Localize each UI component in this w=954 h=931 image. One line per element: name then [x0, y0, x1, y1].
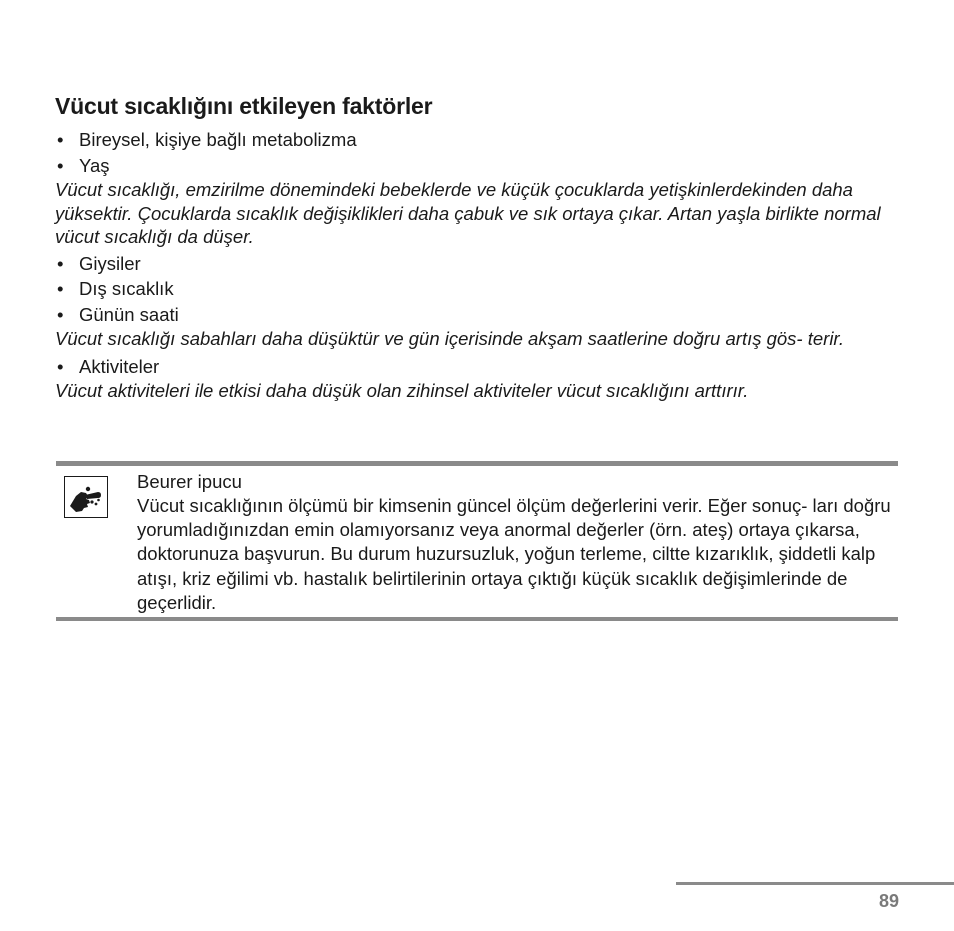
note-text: Vücut sıcaklığı, emzirilme dönemindeki bebeklerde ve küçük çocuklarda yetişkinlerdekinden daha yüksektir. Çocuklarda sıcaklık değişiklikleri daha çabuk ve sık ortaya çıkar. Artan yaşla birlikte normal vücut sıcaklığı da düşer. — [55, 179, 881, 247]
bullet-dot: • — [57, 252, 64, 274]
tip-body: Vücut sıcaklığının ölçümü bir kimsenin güncel ölçüm değerlerini verir. Eğer sonuç- ları doğru yorumladığınızdan emin olamıyorsanız veya anormal değerler (örn. ateş) ortaya çıkarsa, doktorunuza başvurun. Bu durum huzursuzluk, yoğun terleme, ciltte kızarıklık, şiddetli kalp atışı, kriz eğilimi vb. hastalık belirtilerinin ortaya çıktığı küçük sıcaklık değişimlerinde de geçerlidir. — [137, 495, 891, 613]
tip-bottom-rule — [56, 617, 898, 621]
footer-rule — [676, 882, 954, 885]
list-item — [55, 251, 905, 277]
list-item — [55, 302, 905, 328]
list-item-text: Giysiler — [79, 252, 141, 274]
bullet-dot: • — [57, 154, 64, 176]
page-number: 89 — [878, 891, 899, 911]
list-item-text: Bireysel, kişiye bağlı metabolizma — [79, 129, 357, 150]
bullet-dot: • — [57, 129, 64, 150]
note-text: Vücut aktiviteleri ile etkisi daha düşük olan zihinsel aktiviteler vücut sıcaklığını arttırır. — [55, 380, 749, 401]
list-item-text: Dış sıcaklık — [79, 278, 174, 299]
bullet-dot: • — [57, 303, 64, 325]
list-item-text: Yaş — [79, 154, 110, 176]
bullet-dot: • — [57, 278, 64, 299]
list-item — [55, 276, 905, 302]
note-text: Vücut sıcaklığı sabahları daha düşüktür ve gün içerisinde akşam saatlerine doğru artış gös- terir. — [55, 328, 845, 349]
bullet-dot: • — [57, 355, 64, 377]
list-item — [55, 153, 905, 179]
pointing-hand-icon — [64, 476, 108, 518]
tip-top-rule — [56, 461, 898, 466]
list-item — [55, 354, 905, 380]
section-heading: Vücut sıcaklığını etkileyen faktörler — [55, 93, 433, 119]
section-content — [55, 127, 905, 403]
list-item-text: Günün saati — [79, 303, 179, 325]
tip-title: Beurer ipucu — [137, 471, 242, 492]
list-item — [55, 127, 905, 153]
list-item-text: Aktiviteler — [79, 355, 160, 377]
